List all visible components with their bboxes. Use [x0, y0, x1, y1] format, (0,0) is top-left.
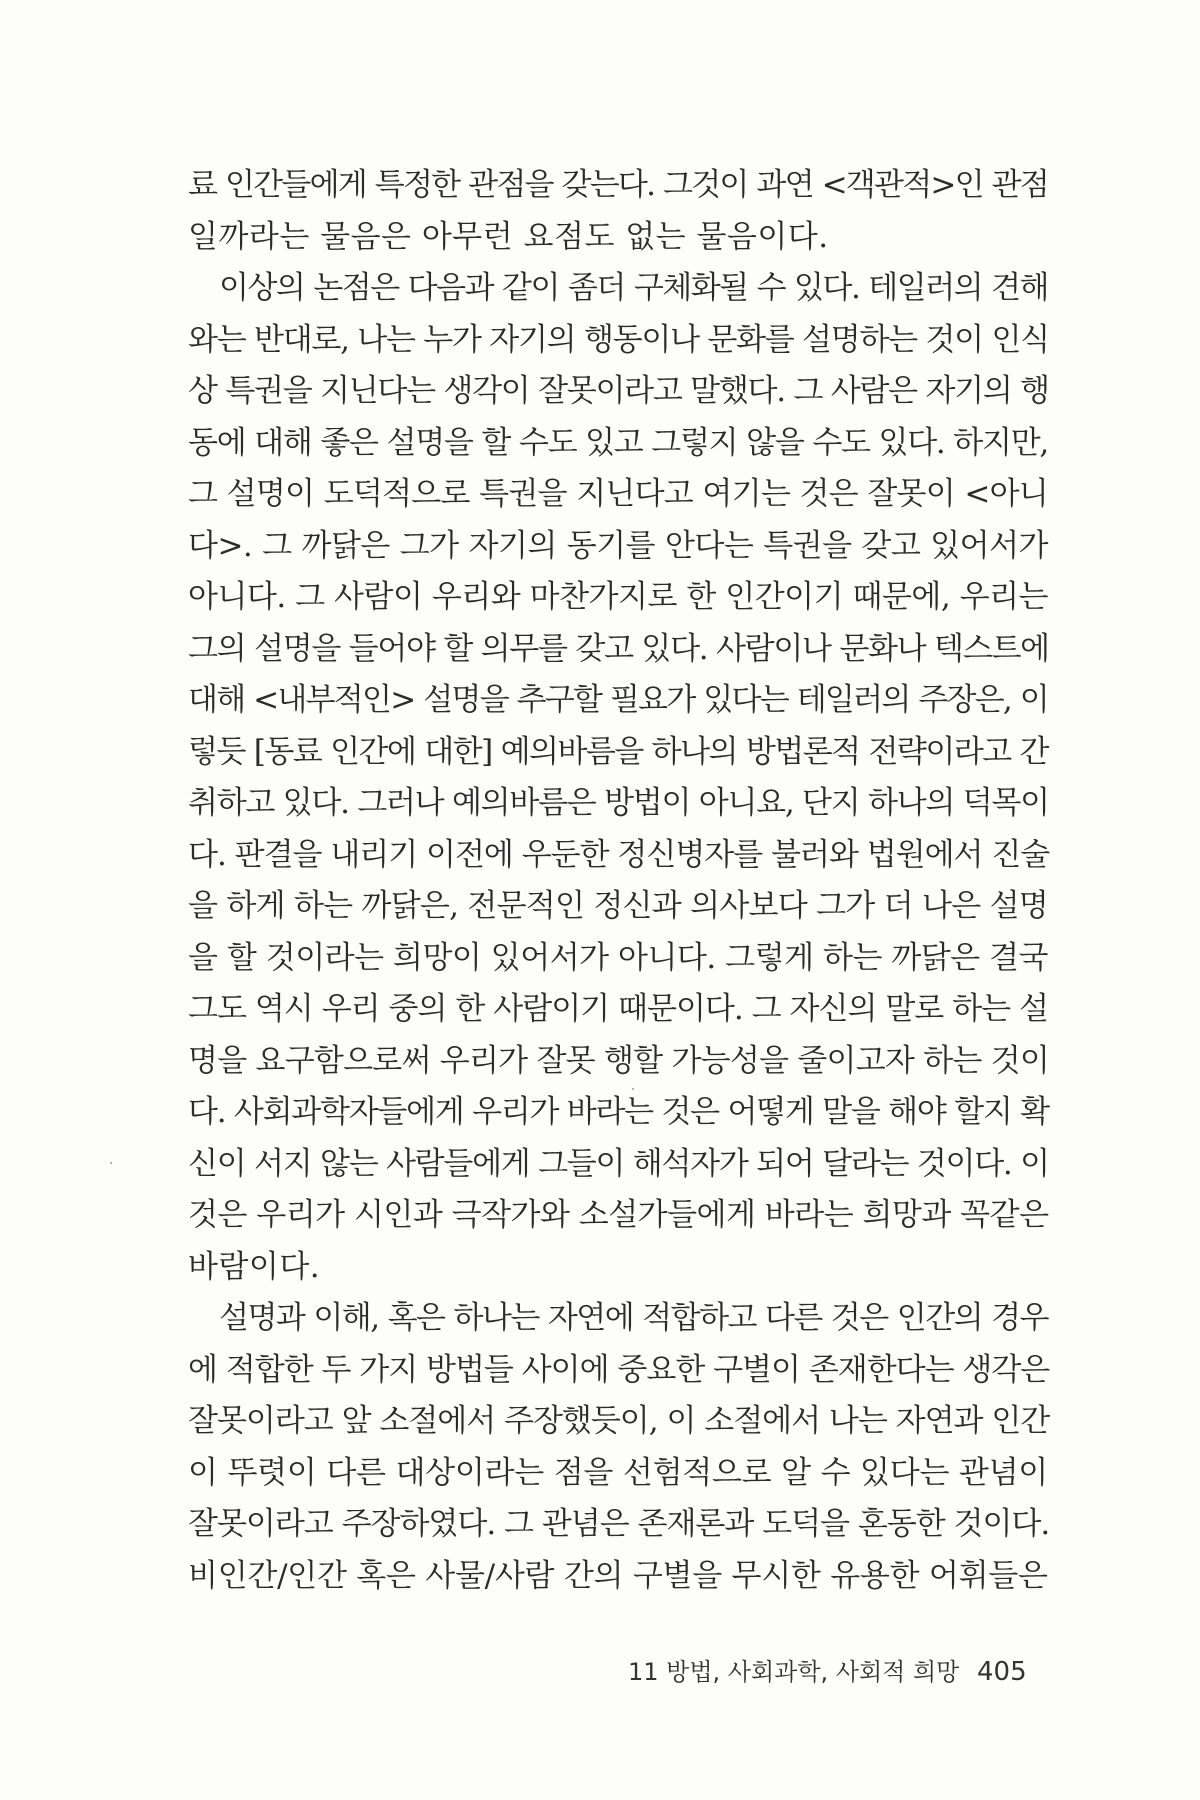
text-line: 바람이다.: [188, 1248, 321, 1285]
scan-speck: [632, 1088, 634, 1090]
paragraph: [188, 1293, 1048, 1602]
text-line: 다. 사회과학자들에게 우리가 바라는 것은 어떻게 말을 해야 할지 확: [188, 1094, 1049, 1130]
text-line: 을 할 것이라는 희망이 있어서가 아니다. 그렇게 하는 까닭은 결국: [188, 939, 1048, 976]
body-text: [188, 160, 1048, 1602]
text-line: 것은 우리가 시인과 극작가와 소설가들에게 바라는 희망과 꼭같은: [188, 1197, 1049, 1233]
text-line: 료 인간들에게 특정한 관점을 갖는다. 그것이 과연 <객관적>인 관점: [188, 167, 1048, 203]
text-line: 을 하게 하는 까닭은, 전문적인 정신과 의사보다 그가 더 나은 설명: [188, 888, 1048, 924]
text-line: 일까라는 물음은 아무런 요점도 없는 물음이다.: [188, 218, 829, 255]
scan-speck: [110, 1162, 112, 1164]
paragraph: [188, 263, 1048, 1293]
running-head: 11 방법, 사회과학, 사회적 희망: [628, 1658, 960, 1686]
text-line: 다. 판결을 내리기 이전에 우둔한 정신병자를 불러와 법원에서 진술: [188, 836, 1050, 873]
page-number: 405: [976, 1657, 1027, 1687]
text-line: 대해 <내부적인> 설명을 추구할 필요가 있다는 테일러의 주장은, 이: [188, 682, 1048, 718]
text-line: 그 설명이 도덕적으로 특권을 지닌다고 여기는 것은 잘못이 <아니: [188, 476, 1048, 512]
text-line: 다>. 그 까닭은 그가 자기의 동기를 안다는 특권을 갖고 있어서가: [188, 527, 1048, 564]
text-line: 에 적합한 두 가지 방법들 사이에 중요한 구별이 존재한다는 생각은: [188, 1351, 1050, 1388]
text-line: 아니다. 그 사람이 우리와 마찬가지로 한 인간이기 때문에, 우리는: [188, 579, 1048, 615]
text-line: 명을 요구함으로써 우리가 잘못 행할 가능성을 줄이고자 하는 것이: [188, 1042, 1050, 1079]
text-line: 잘못이라고 앞 소절에서 주장했듯이, 이 소절에서 나는 자연과 인간: [188, 1403, 1050, 1439]
text-line: 이 뚜렷이 다른 대상이라는 점을 선험적으로 알 수 있다는 관념이: [188, 1454, 1048, 1491]
text-line: 그도 역시 우리 중의 한 사람이기 때문이다. 그 자신의 말로 하는 설: [188, 991, 1048, 1027]
text-line: 상 특권을 지닌다는 생각이 잘못이라고 말했다. 그 사람은 자기의 행: [188, 373, 1049, 409]
text-line: 그의 설명을 들어야 할 의무를 갖고 있다. 사람이나 문화나 텍스트에: [188, 630, 1049, 667]
paragraph: [188, 160, 1048, 263]
text-line: 신이 서지 않는 사람들에게 그들이 해석자가 되어 달라는 것이다. 이: [188, 1145, 1049, 1182]
text-line: 설명과 이해, 혹은 하나는 자연에 적합하고 다른 것은 인간의 경우: [219, 1300, 1048, 1336]
text-line: 이상의 논점은 다음과 같이 좀더 구체화될 수 있다. 테일러의 견해: [219, 270, 1048, 306]
text-line: 렇듯 [동료 인간에 대한] 예의바름을 하나의 방법론적 전략이라고 간: [188, 733, 1048, 770]
text-line: 비인간/인간 혹은 사물/사람 간의 구별을 무시한 유용한 어휘들은: [188, 1557, 1048, 1594]
page-footer: [628, 1652, 1048, 1692]
text-line: 와는 반대로, 나는 누가 자기의 행동이나 문화를 설명하는 것이 인식: [188, 321, 1049, 358]
text-line: 동에 대해 좋은 설명을 할 수도 있고 그렇지 않을 수도 있다. 하지만,: [188, 424, 1048, 461]
text-line: 잘못이라고 주장하였다. 그 관념은 존재론과 도덕을 혼동한 것이다.: [188, 1506, 1050, 1542]
text-line: 취하고 있다. 그러나 예의바름은 방법이 아니요, 단지 하나의 덕목이: [188, 785, 1049, 821]
